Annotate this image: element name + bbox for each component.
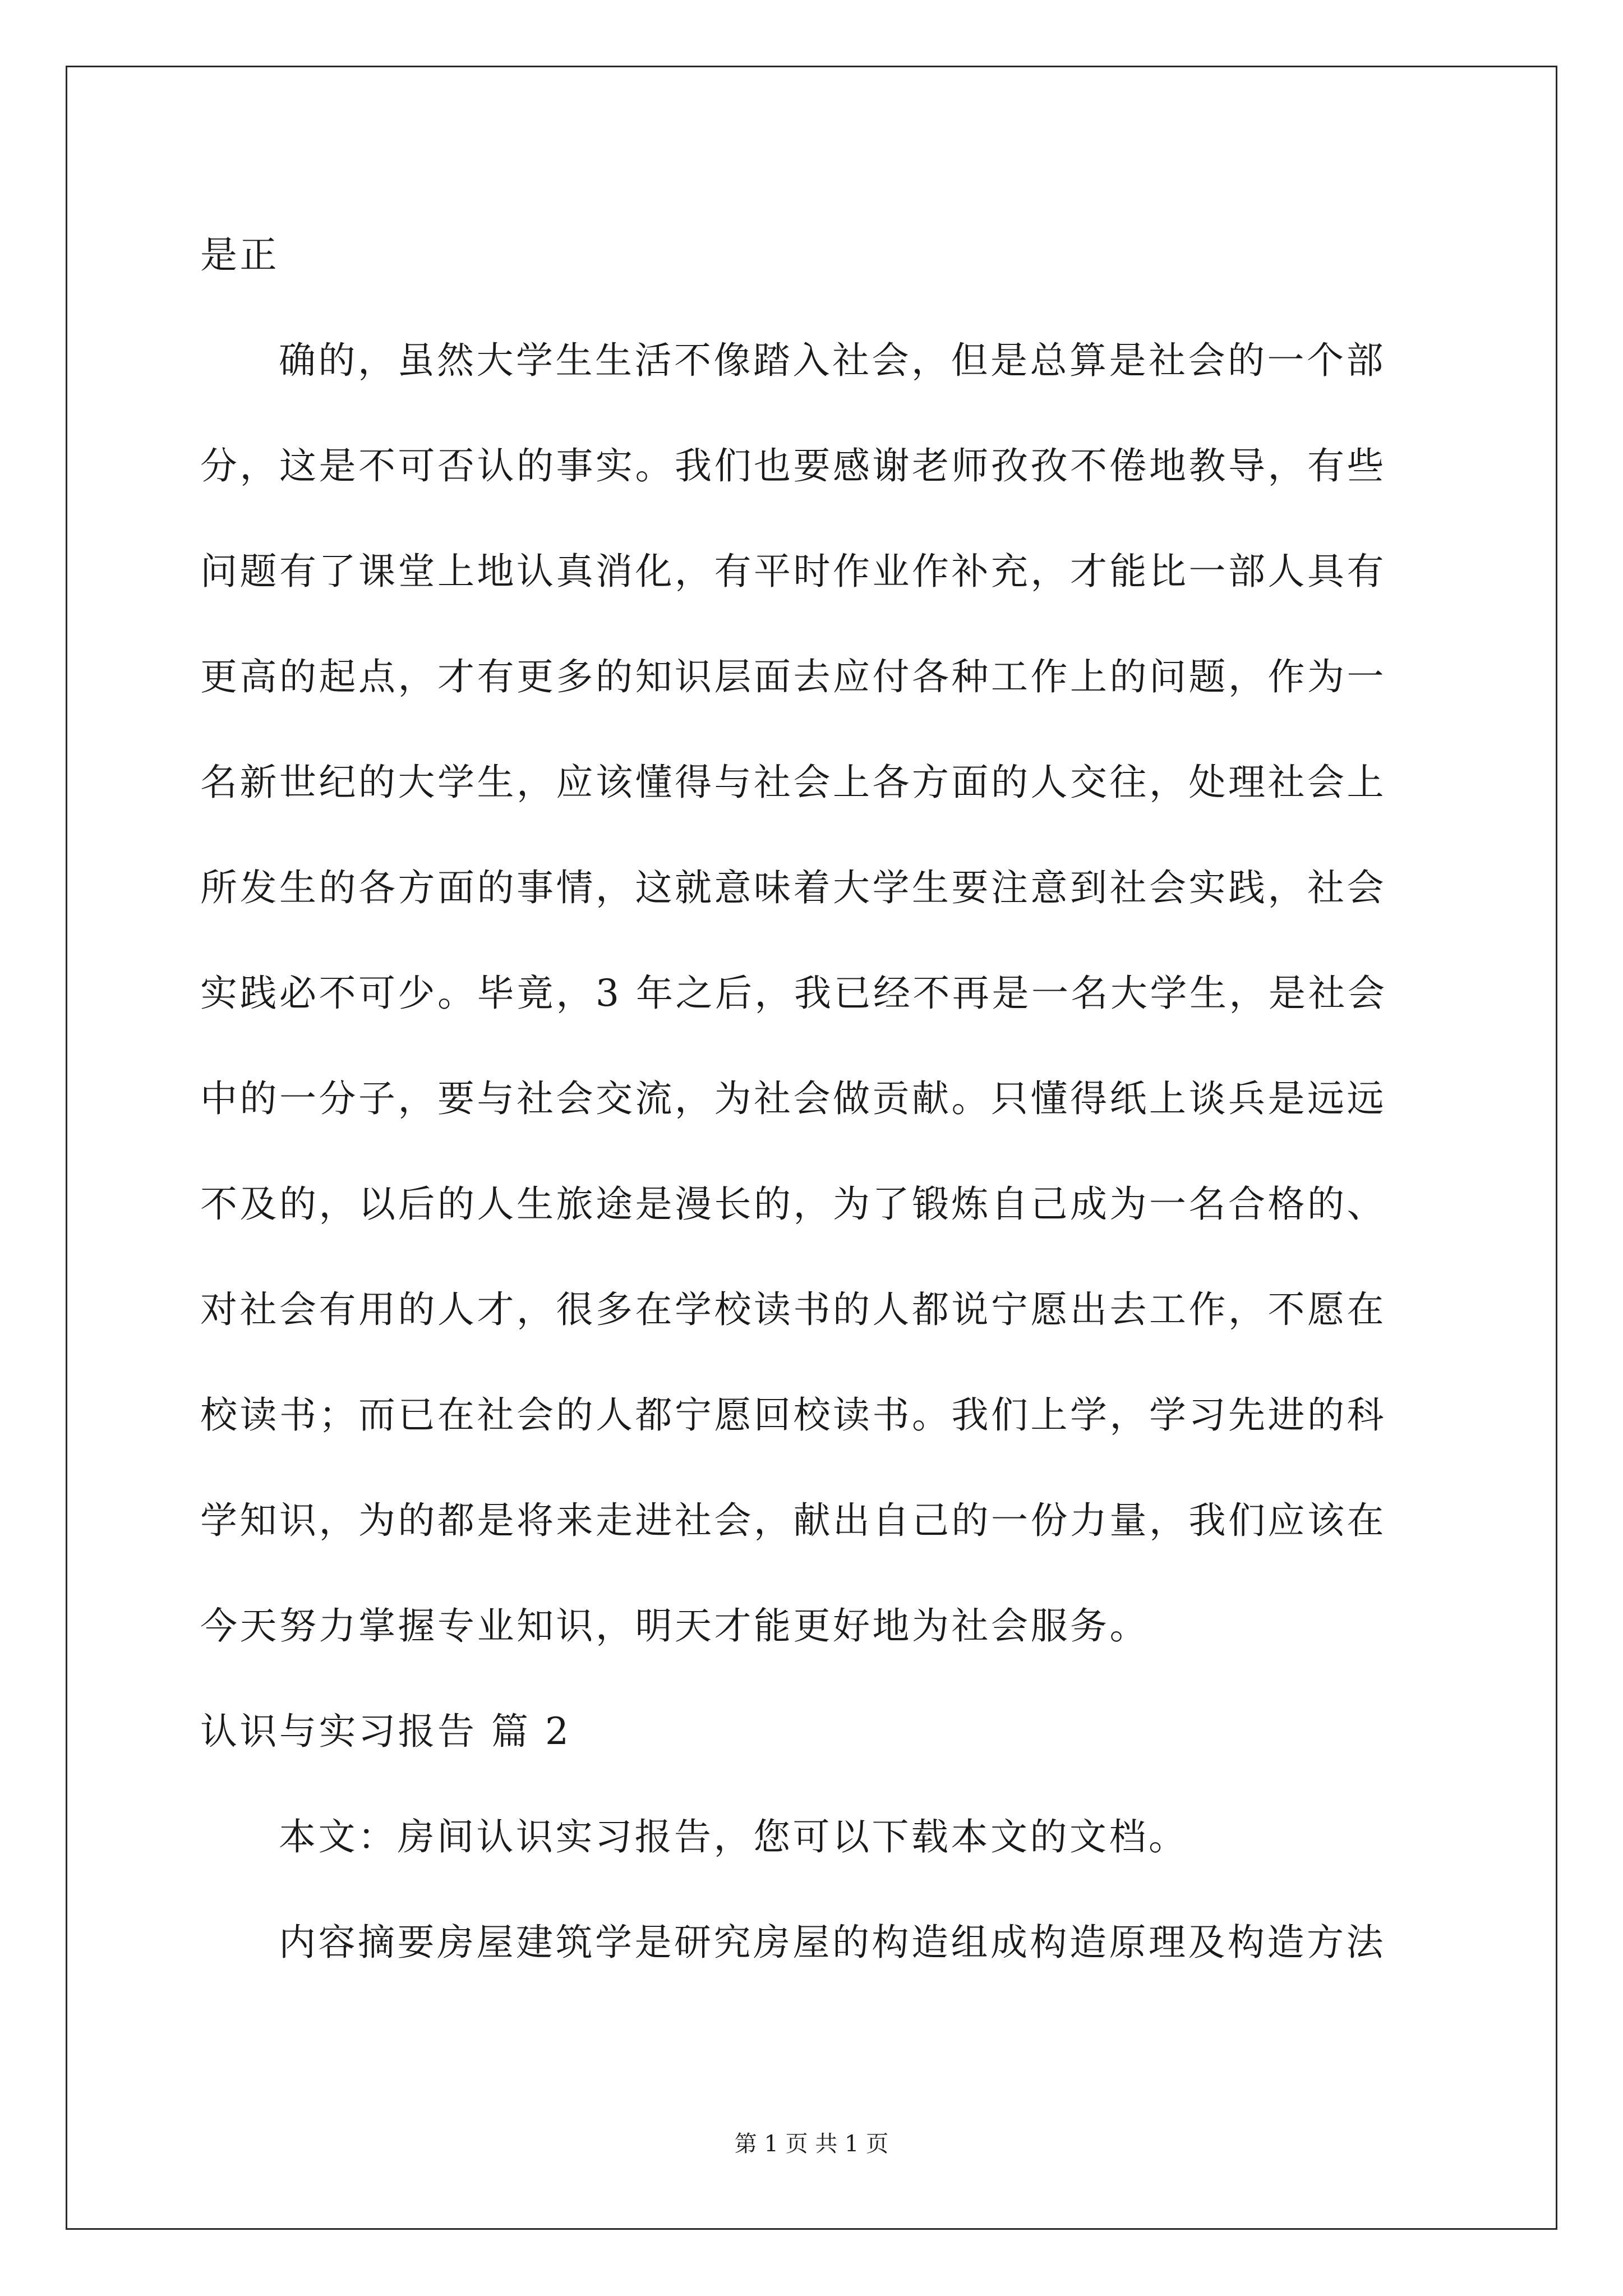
text-line: 名新世纪的大学生，应该懂得与社会上各方面的人交往，处理社会上 [200,761,1386,804]
text-line: 确的，虽然大学生生活不像踏入社会，但是总算是社会的一个部 [279,339,1386,382]
text-line: 实践必不可少。毕竟，3 年之后，我已经不再是一名大学生，是社会 [200,972,1387,1015]
text-line: 校读书；而已在社会的人都宁愿回校读书。我们上学，学习先进的科 [200,1393,1386,1437]
text-line: 分，这是不可否认的事实。我们也要感谢老师孜孜不倦地教导，有些 [200,444,1386,487]
text-line: 本文：房间认识实习报告，您可以下载本文的文档。 [279,1815,1188,1858]
text-line: 中的一分子，要与社会交流，为社会做贡献。只懂得纸上谈兵是远远 [200,1077,1386,1120]
page-footer: 第 1 页 共 1 页 [734,2131,889,2157]
text-line: 内容摘要房屋建筑学是研究房屋的构造组成构造原理及构造方法 [279,1921,1386,1964]
text-line: 不及的，以后的人生旅途是漫长的，为了锻炼自己成为一名合格的、 [200,1182,1386,1226]
text-line: 今天努力掌握专业知识，明天才能更好地为社会服务。 [200,1604,1149,1648]
text-line: 问题有了课堂上地认真消化，有平时作业作补充，才能比一部人具有 [200,550,1386,593]
section-heading: 认识与实习报告 篇 2 [200,1710,571,1753]
text-line: 更高的起点，才有更多的知识层面去应付各种工作上的问题，作为一 [200,655,1386,698]
text-line: 所发生的各方面的事情，这就意味着大学生要注意到社会实践，社会 [200,866,1386,909]
text-line: 学知识，为的都是将来走进社会，献出自己的一份力量，我们应该在 [200,1499,1386,1542]
text-line: 对社会有用的人才，很多在学校读书的人都说宁愿出去工作，不愿在 [200,1288,1386,1331]
text-line: 是正 [200,233,279,277]
document-body [200,219,1423,2012]
